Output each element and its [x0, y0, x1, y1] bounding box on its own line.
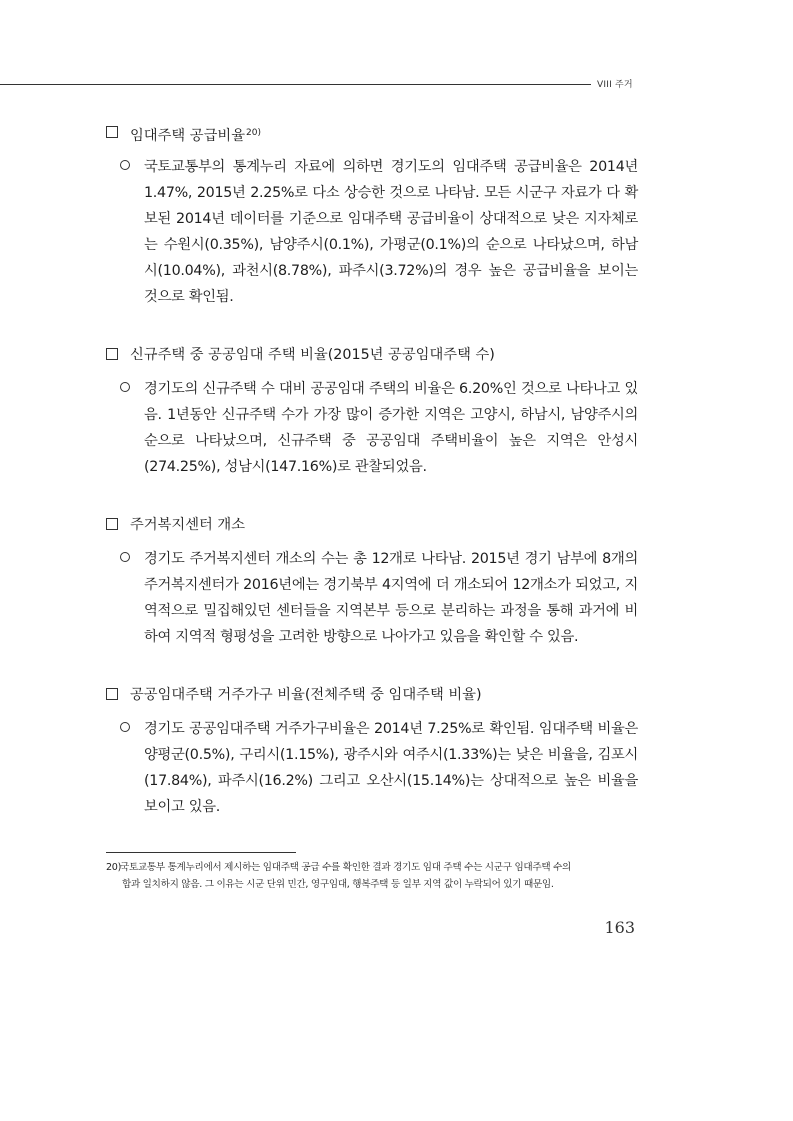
- footnote-divider: [106, 852, 296, 853]
- section-rental-supply-ratio: [106, 120, 638, 310]
- paragraph-text: 경기도 공공임대주택 거주가구비율은 2014년 7.25%로 확인됨. 임대주택 비율은 양평군(0.5%), 구리시(1.15%), 광주시와 여주시(1.33%)는 낮은 비율을, 김포시(17.84%), 파주시(16.2%) 그리고 오산시(15.14%)는 상대적으로 높은 비율을 보이고 있음.: [144, 721, 638, 815]
- paragraph-text: 국토교통부의 통계누리 자료에 의하면 경기도의 임대주택 공급비율은 2014년 1.47%, 2015년 2.25%로 다소 상승한 것으로 나타남. 모든 시군구 자료가 다 확보된 2014년 데이터를 기준으로 임대주택 공급비율이 상대적으로 낮은 지자체로는 수원시(0.35%), 남양주시(0.1%), 가평군(0.1%)의 순으로 나타났으며, 하남시(10.04%), 과천시(8.78%), 파주시(3.72%)의 경우 높은 공급비율을 보이는 것으로 확인됨.: [144, 159, 638, 305]
- section-title: [106, 512, 638, 538]
- checkbox-square-icon: [106, 348, 118, 360]
- section-public-rental-household-ratio: [106, 682, 638, 820]
- header-rule: [0, 84, 591, 85]
- footnote: [106, 859, 638, 893]
- paragraph-text: 경기도 주거복지센터 개소의 수는 총 12개로 나타남. 2015년 경기 남부에 8개의 주거복지센터가 2016년에는 경기북부 4지역에 더 개소되어 12개소가 되었고, 지역적으로 밀집해있던 센터들을 지역본부 등으로 분리하는 과정을 통해 과거에 비하여 지역적 형평성을 고려한 방향으로 나아가고 있음을 확인할 수 있음.: [144, 551, 638, 645]
- section-title-text: 임대주택 공급비율: [130, 128, 246, 144]
- bullet-paragraph: [106, 154, 638, 310]
- footnote-number: 20): [106, 862, 122, 873]
- bullet-paragraph: [106, 546, 638, 650]
- paragraph-text: 경기도의 신규주택 수 대비 공공임대 주택의 비율은 6.20%인 것으로 나타나고 있음. 1년동안 신규주택 수가 가장 많이 증가한 지역은 고양시, 하남시, 남양주시의 순으로 나타났으며, 신규주택 중 공공임대 주택비율이 높은 지역은 안성시(274.25%), 성남시(147.16%)로 관찰되었음.: [144, 381, 638, 475]
- footnote-line-2: 합과 일치하지 않음. 그 이유는 시군 단위 민간, 영구임대, 행복주택 등 일부 지역 값이 누락되어 있기 때문임.: [122, 879, 554, 890]
- footnote-line-1: 국토교통부 통계누리에서 제시하는 임대주택 공급 수를 확인한 결과 경기도 임대 주택 수는 시군구 임대주택 수의: [120, 862, 572, 873]
- circle-bullet-icon: [120, 552, 130, 562]
- section-title: [106, 682, 638, 708]
- section-title: [106, 342, 638, 368]
- checkbox-square-icon: [106, 688, 118, 700]
- footnote-reference[interactable]: 20): [246, 128, 261, 138]
- bullet-paragraph: [106, 716, 638, 820]
- chapter-label: VIII 주거: [597, 80, 633, 90]
- bullet-paragraph: [106, 376, 638, 480]
- checkbox-square-icon: [106, 518, 118, 530]
- section-title-text: 공공임대주택 거주가구 비율(전체주택 중 임대주택 비율): [130, 687, 482, 703]
- section-title: [106, 120, 638, 146]
- circle-bullet-icon: [120, 160, 130, 170]
- circle-bullet-icon: [120, 382, 130, 392]
- checkbox-square-icon: [106, 126, 118, 138]
- section-title-text: 주거복지센터 개소: [130, 517, 246, 533]
- circle-bullet-icon: [120, 722, 130, 732]
- section-new-housing-public-rental: [106, 342, 638, 480]
- page-number: 163: [604, 918, 635, 937]
- section-title-text: 신규주택 중 공공임대 주택 비율(2015년 공공임대주택 수): [130, 347, 495, 363]
- section-housing-welfare-centers: [106, 512, 638, 650]
- main-content: [106, 120, 638, 820]
